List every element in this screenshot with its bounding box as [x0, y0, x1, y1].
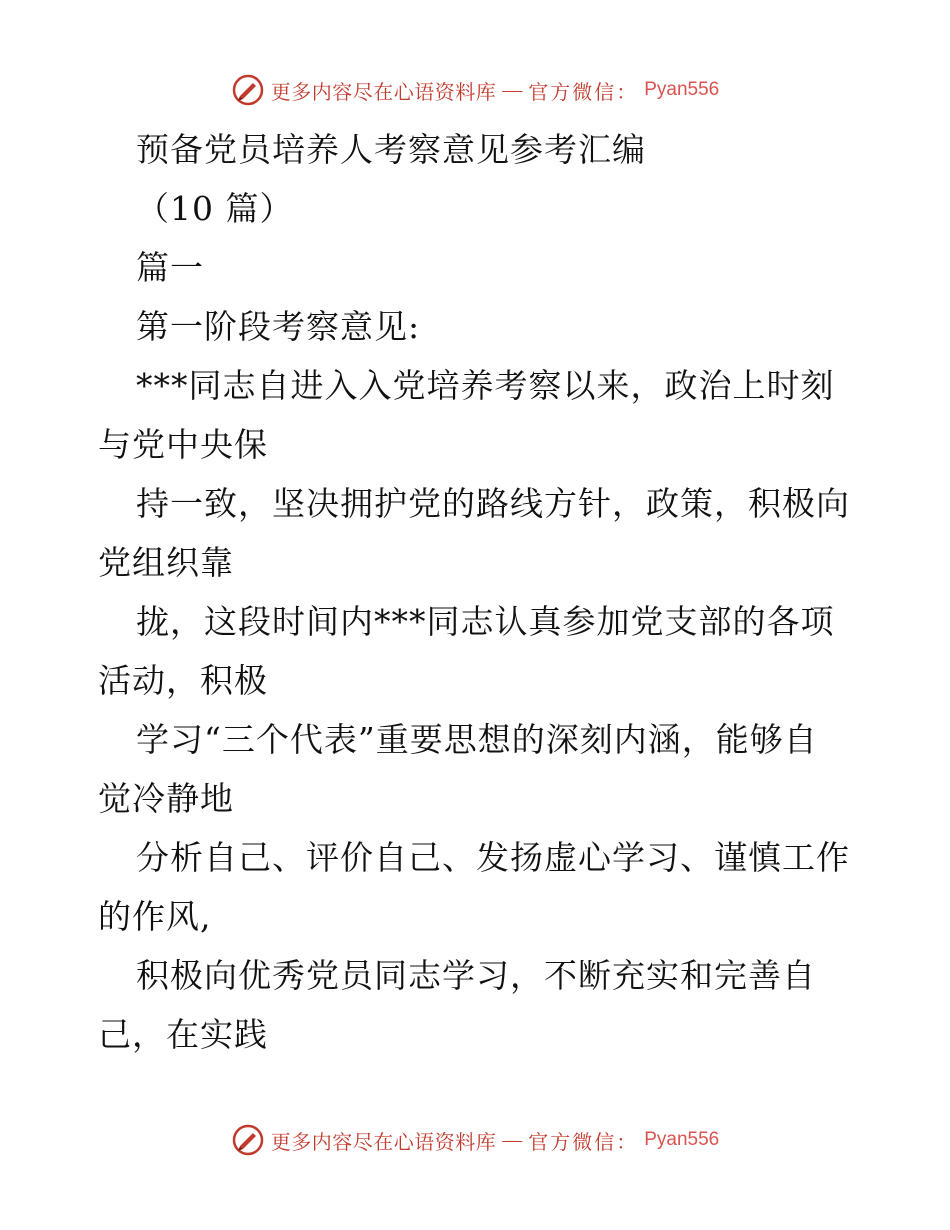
section-heading: 篇一	[136, 248, 204, 287]
text-line: 积极向优秀党员同志学习，不断充实和完善自	[136, 956, 816, 995]
watermark-footer	[0, 1120, 950, 1160]
watermark-header	[0, 70, 950, 110]
text-line: 觉冷静地	[98, 779, 234, 818]
pen-logo-icon	[231, 1123, 265, 1157]
text-line: 党组织靠	[98, 543, 234, 582]
document-title: 预备党员培养人考察意见参考汇编	[136, 130, 646, 169]
text-line: 分析自己、评价自己、发扬虚心学习、谨慎工作	[136, 838, 850, 877]
watermark-label: 官方微信：	[528, 81, 639, 104]
stage-heading: 第一阶段考察意见:	[136, 307, 421, 346]
text-line: 学习“三个代表”重要思想的深刻内涵，能够自	[136, 720, 818, 759]
watermark-dash: —	[502, 78, 523, 101]
watermark-wechat-id: Pyan556	[644, 1129, 720, 1150]
text-line: 持一致，坚决拥护党的路线方针，政策，积极向	[136, 484, 850, 523]
document-body	[98, 120, 858, 1064]
text-line: 拢，这段时间内***同志认真参加党支部的各项	[136, 602, 835, 641]
pen-logo-icon	[231, 73, 265, 107]
watermark-wechat-id: Pyan556	[644, 79, 720, 100]
document-subtitle: （10 篇）	[136, 189, 294, 228]
text-line: 己，在实践	[98, 1015, 268, 1054]
watermark-main-text: 更多内容尽在心语资料库	[270, 81, 497, 104]
text-line: ***同志自进入入党培养考察以来，政治上时刻	[136, 366, 835, 405]
watermark-dash: —	[502, 1128, 523, 1151]
text-line: 与党中央保	[98, 425, 268, 464]
text-line: 的作风,	[98, 897, 212, 936]
text-line: 活动，积极	[98, 661, 268, 700]
watermark-main-text: 更多内容尽在心语资料库	[270, 1131, 497, 1154]
watermark-label: 官方微信：	[528, 1131, 639, 1154]
